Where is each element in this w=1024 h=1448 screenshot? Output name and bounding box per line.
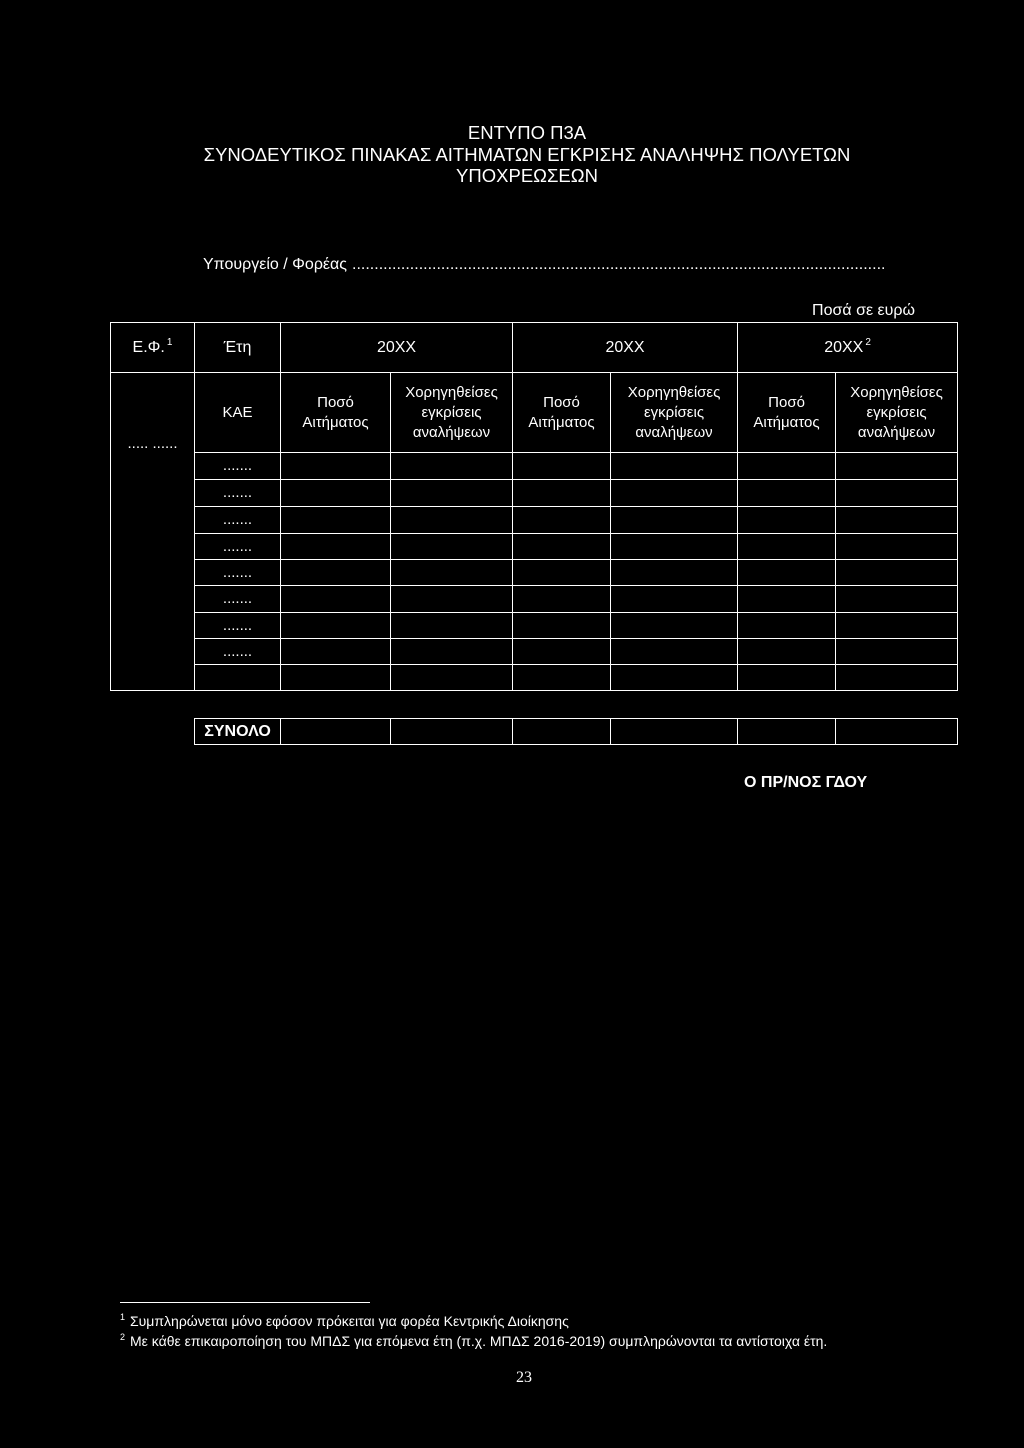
year-2-amount-total [513,719,611,745]
form-title [110,122,944,187]
year-3-amount-cell [738,613,836,639]
table-row [111,613,958,639]
year-1-amount-cell [281,480,391,507]
year-1-amount-total [281,719,391,745]
table-header-row-columns [111,373,958,453]
year-2-granted-cell [611,665,738,691]
kae-cell: ....... [195,639,281,665]
year-3-amount-cell [738,480,836,507]
year-2-amount-cell [513,453,611,480]
year-2-amount-cell [513,586,611,613]
table-row [111,453,958,480]
footnote-1: 1 Συμπληρώνεται μόνο εφόσον πρόκειται για φορέα Κεντρικής Διοίκησης [120,1312,569,1329]
year-3-amount-cell [738,586,836,613]
totals-table [194,718,958,745]
year-1-granted-cell [391,534,513,560]
year-3-granted-cell [836,586,958,613]
year-1-amount-cell [281,560,391,586]
ef-value-cell [111,373,195,691]
footnote-ref-1: 1 [166,337,173,349]
year-2-header-cell [513,323,738,373]
kae-cell: ....... [195,613,281,639]
year-2-amount-cell [513,639,611,665]
requests-table [110,322,958,691]
year-1-amount-cell [281,586,391,613]
year-2-granted-cell [611,613,738,639]
kae-cell: ....... [195,534,281,560]
kae-cell: ....... [195,560,281,586]
ministry-fill-dots: ........................................................................................................................ [352,256,886,273]
year-2-amount-cell [513,507,611,534]
year-2-amount-cell [513,665,611,691]
year-3-granted-cell [836,480,958,507]
year-2-granted-cell [611,560,738,586]
table-row [111,507,958,534]
year-3-amount-cell [738,560,836,586]
total-label: ΣΥΝΟΛΟ [195,719,281,745]
years-header-cell [195,323,281,373]
footnote-divider [120,1302,370,1303]
year-3-granted-cell [836,534,958,560]
year-3-granted-label: Χορηγηθείσες εγκρίσεις αναλήψεων [850,383,943,441]
year-1-label: 20XX [376,338,417,356]
year-1-header-cell [281,323,513,373]
footnotes [120,1311,827,1351]
kae-cell: ....... [195,507,281,534]
year-3-granted-header [836,373,958,453]
year-2-granted-cell [611,586,738,613]
page-number: 23 [516,1369,532,1386]
year-1-granted-cell [391,560,513,586]
year-3-amount-cell [738,665,836,691]
year-3-amount-total [738,719,836,745]
year-2-amount-cell [513,613,611,639]
year-1-amount-header [281,373,391,453]
year-2-amount-label: Ποσό Αιτήματος [528,393,595,431]
year-2-granted-cell [611,453,738,480]
footnote-text: Συμπληρώνεται μόνο εφόσον πρόκειται για φορέα Κεντρικής Διοίκησης [130,1313,569,1329]
year-2-amount-cell [513,560,611,586]
year-3-granted-cell [836,613,958,639]
year-3-amount-header [738,373,836,453]
year-1-granted-label: Χορηγηθείσες εγκρίσεις αναλήψεων [405,383,498,441]
kae-cell: ....... [195,480,281,507]
kae-cell: ....... [195,453,281,480]
year-1-granted-header [391,373,513,453]
years-label: Έτη [223,338,252,356]
ef-label: Ε.Φ. [132,338,165,356]
year-3-amount-cell [738,453,836,480]
title-line-2: ΥΠΟΧΡΕΩΣΕΩΝ [456,165,598,186]
year-1-granted-cell [391,586,513,613]
kae-cell: ....... [195,586,281,613]
table-row [111,639,958,665]
footnote-text: Με κάθε επικαιροποίηση του ΜΠΔΣ για επόμενα έτη (π.χ. ΜΠΔΣ 2016-2019) συμπληρώνονται τα αντίστοιχα έτη. [130,1333,828,1349]
kae-label: ΚΑΕ [222,403,253,421]
year-1-amount-cell [281,534,391,560]
footnote-2: 2 Με κάθε επικαιροποίηση του ΜΠΔΣ για επόμενα έτη (π.χ. ΜΠΔΣ 2016-2019) συμπληρώνονται τα αντίστοιχα έτη. [120,1332,828,1349]
title-line-1: ΣΥΝΟΔΕΥΤΙΚΟΣ ΠΙΝΑΚΑΣ ΑΙΤΗΜΑΤΩΝ ΕΓΚΡΙΣΗΣ ΑΝΑΛΗΨΗΣ ΠΟΛΥΕΤΩΝ [203,143,851,165]
kae-header-cell [195,373,281,453]
year-1-granted-cell [391,639,513,665]
year-1-granted-cell [391,453,513,480]
year-2-granted-cell [611,639,738,665]
year-1-amount-cell [281,613,391,639]
table-row [111,480,958,507]
ministry-line [203,255,885,275]
year-3-granted-total [836,719,958,745]
year-1-amount-cell [281,639,391,665]
year-3-granted-cell [836,560,958,586]
year-1-granted-cell [391,613,513,639]
year-3-granted-cell [836,665,958,691]
year-1-amount-cell [281,453,391,480]
year-1-granted-total [391,719,513,745]
table-row [111,665,958,691]
kae-cell [195,665,281,691]
year-1-granted-cell [391,665,513,691]
year-2-amount-cell [513,480,611,507]
totals-row [195,719,958,745]
year-2-granted-label: Χορηγηθείσες εγκρίσεις αναλήψεων [627,383,721,441]
year-3-label: 20XX [824,338,864,356]
ministry-label: Υπουργείο / Φορέας [203,256,348,273]
year-1-amount-label: Ποσό Αιτήματος [302,393,369,431]
year-2-label: 20XX [605,338,645,356]
year-3-amount-cell [738,639,836,665]
year-3-granted-cell [836,453,958,480]
year-1-amount-cell [281,507,391,534]
form-code: ΕΝΤΥΠΟ Π3Α [467,122,587,143]
table-row [111,560,958,586]
year-1-granted-cell [391,507,513,534]
table-row [111,534,958,560]
year-3-amount-cell [738,507,836,534]
year-3-header-cell [738,323,958,373]
year-2-granted-header [611,373,738,453]
year-2-granted-cell [611,507,738,534]
year-3-amount-cell [738,534,836,560]
year-2-granted-cell [611,534,738,560]
year-1-amount-cell [281,665,391,691]
signature-title: Ο ΠΡ/ΝΟΣ ΓΔΟΥ [744,774,868,791]
currency-note: Ποσά σε ευρώ [812,302,915,319]
year-2-amount-cell [513,534,611,560]
footnote-ref-2: 2 [865,337,871,349]
year-2-granted-cell [611,480,738,507]
year-3-amount-label: Ποσό Αιτήματος [753,393,820,431]
year-2-amount-header [513,373,611,453]
year-3-granted-cell [836,639,958,665]
year-1-granted-cell [391,480,513,507]
table-row [111,586,958,613]
ef-header-cell [111,323,195,373]
table-header-row-years [111,323,958,373]
ef-value: ..... ...... [127,435,178,452]
year-3-granted-cell [836,507,958,534]
year-2-granted-total [611,719,738,745]
